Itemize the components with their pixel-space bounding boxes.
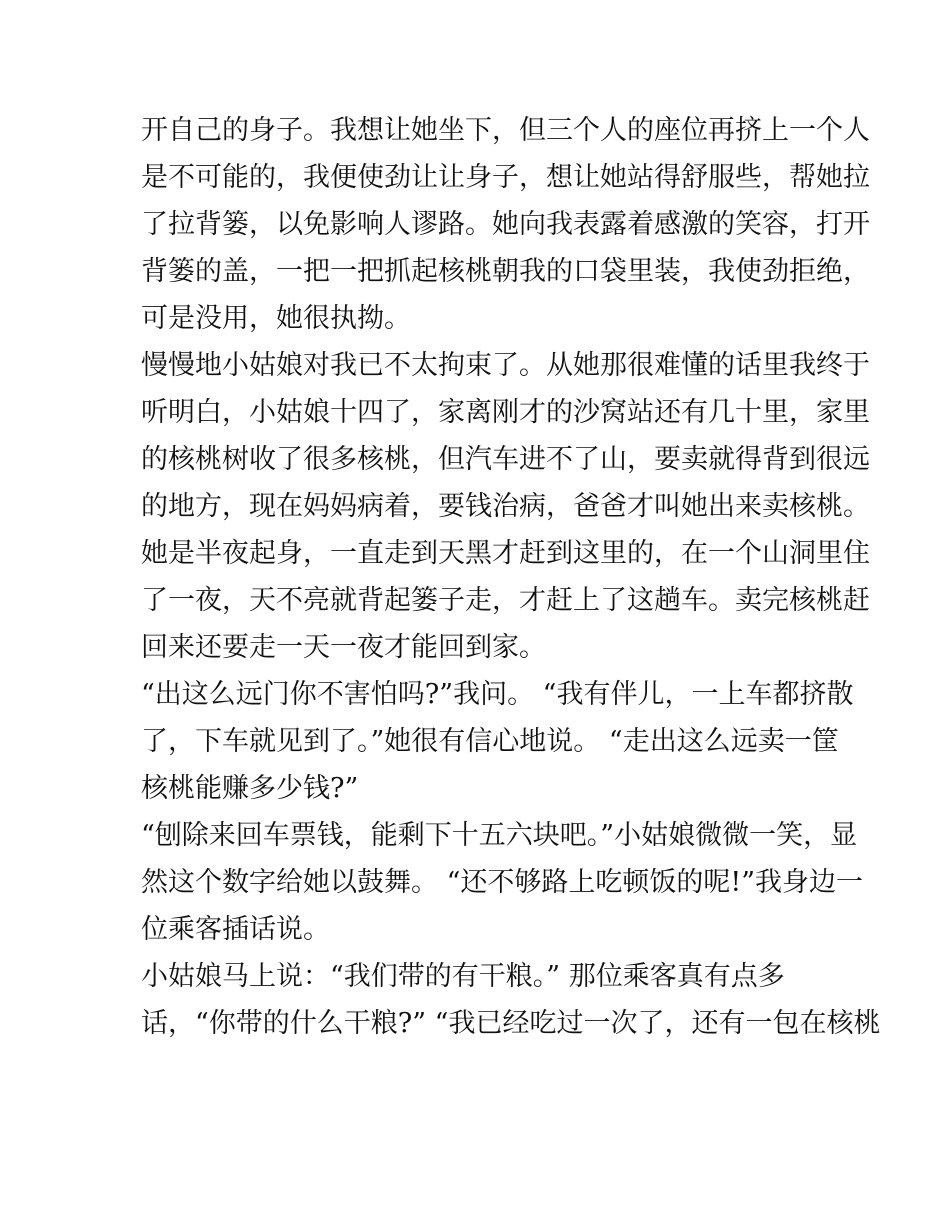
text-line: 然这个数字给她以鼓舞。 “还不够路上吃顿饭的呢!”我身边一 <box>141 867 864 898</box>
text-line: 慢慢地小姑娘对我已不太拘束了。从她那很难懂的话里我终于 <box>141 350 870 381</box>
text-line: 回来还要走一天一夜才能回到家。 <box>141 632 546 663</box>
text-line: 可是没用，她很执拗。 <box>141 303 411 334</box>
text-line: “出这么远门你不害怕吗?”我问。 “我有伴儿，一上车都挤散 <box>141 679 854 710</box>
text-line: 位乘客插话说。 <box>141 914 330 945</box>
text-line: 的核桃树收了很多核桃，但汽车进不了山，要卖就得背到很远 <box>141 444 870 475</box>
body-text <box>141 107 881 1047</box>
text-line: “刨除来回车票钱，能剩下十五六块吧。”小姑娘微微一笑，显 <box>141 820 858 851</box>
text-line: 了一夜，天不亮就背起篓子走，才赶上了这趟车。卖完核桃赶 <box>141 585 870 616</box>
text-line: 的地方，现在妈妈病着，要钱治病，爸爸才叫她出来卖核桃。 <box>141 491 870 522</box>
text-line: 背篓的盖，一把一把抓起核桃朝我的口袋里装，我使劲拒绝， <box>141 256 870 287</box>
text-line: 是不可能的，我便使劲让让身子，想让她站得舒服些，帮她拉 <box>141 162 870 193</box>
text-line: 了拉背篓，以免影响人谬路。她向我表露着感激的笑容，打开 <box>141 209 870 240</box>
text-line: 小姑娘马上说：“我们带的有干粮。” 那位乘客真有点多 <box>141 961 785 992</box>
text-line: 话，“你带的什么干粮?” “我已经吃过一次了，还有一包在核桃 <box>141 1008 881 1039</box>
text-line: 开自己的身子。我想让她坐下，但三个人的座位再挤上一个人 <box>141 115 870 146</box>
text-line: 听明白，小姑娘十四了，家离刚才的沙窝站还有几十里，家里 <box>141 397 870 428</box>
text-line: 核桃能赚多少钱?” <box>141 773 359 804</box>
text-line: 了，下车就见到了。”她很有信心地说。 “走出这么远卖一筐 <box>141 726 839 757</box>
text-line: 她是半夜起身，一直走到天黑才赶到这里的，在一个山洞里住 <box>141 538 870 569</box>
